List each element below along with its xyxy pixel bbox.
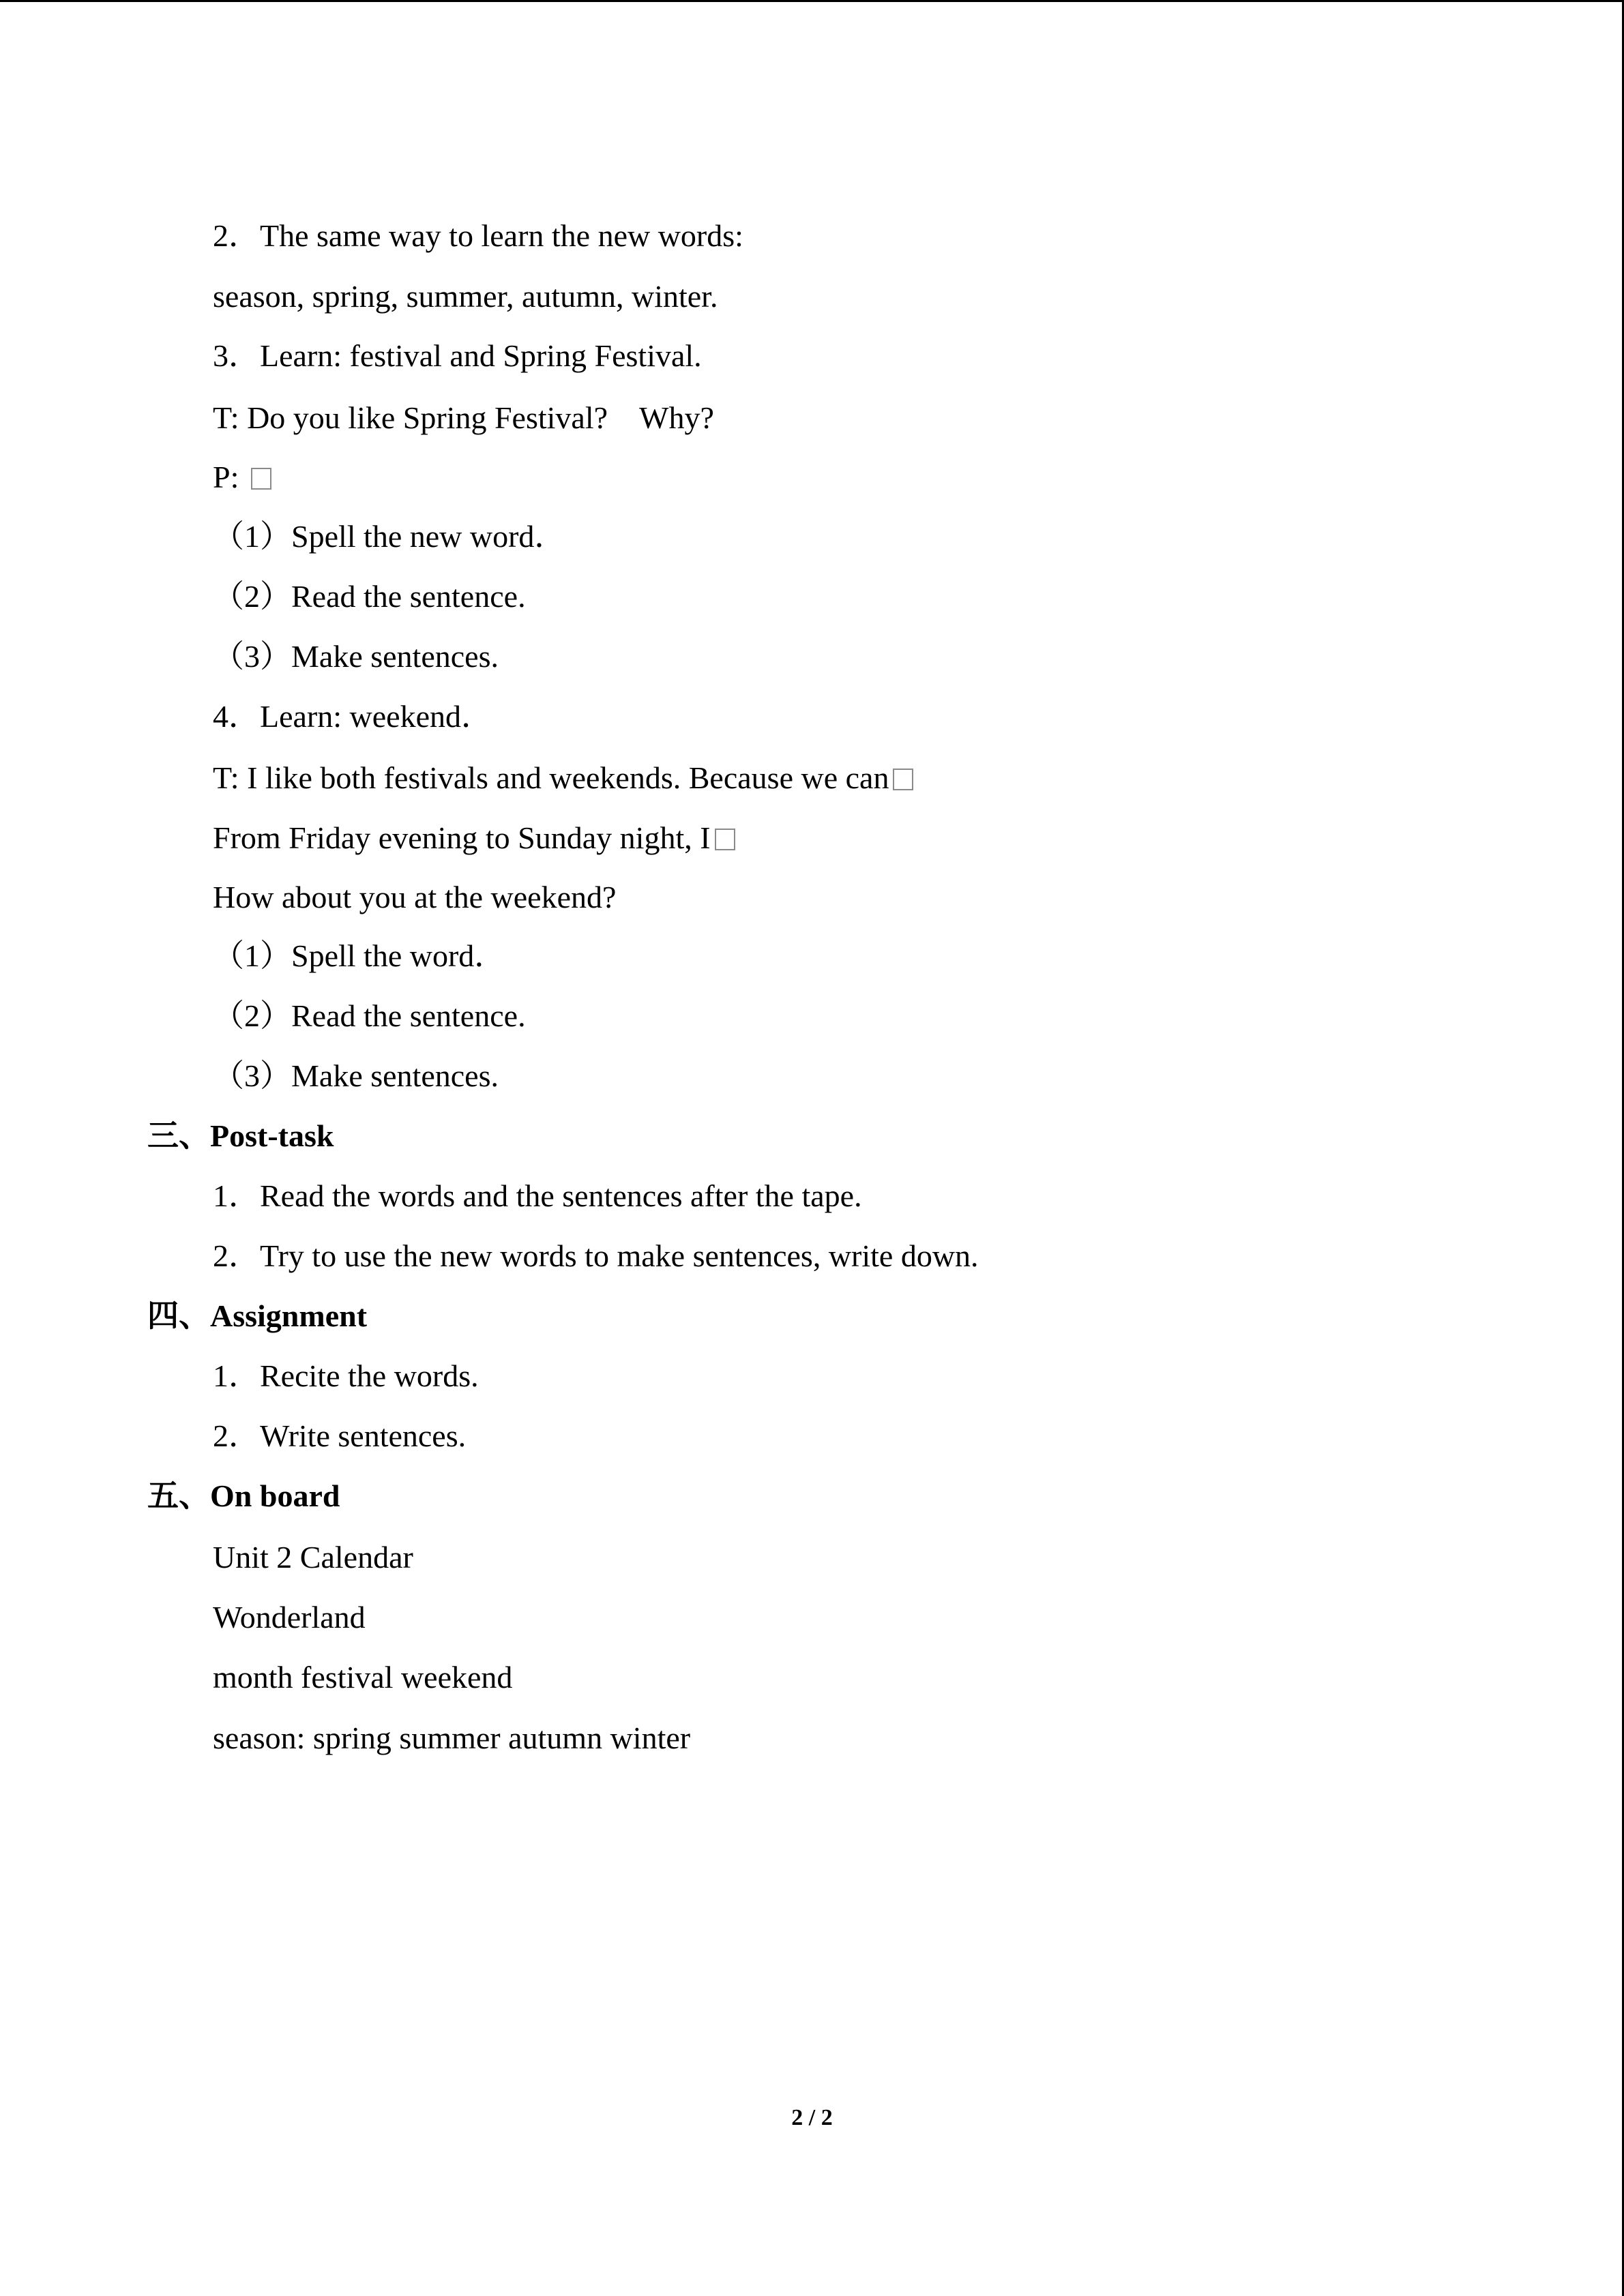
list-item: 1．Read the words and the sentences after the tape. [213, 1178, 862, 1213]
placeholder-box-icon [251, 468, 271, 490]
board-line: Wonderland [213, 1600, 366, 1635]
placeholder-box-icon [893, 769, 913, 790]
text-line: （1）Spell the new word． [213, 519, 566, 554]
section-heading-on-board: 五、On board [147, 1478, 340, 1513]
text-line: （2）Read the sentence. [213, 998, 526, 1033]
text-line: T: Do you like Spring Festival? Why? [213, 400, 714, 435]
placeholder-box-icon [715, 829, 735, 850]
board-line: month festival weekend [213, 1660, 513, 1695]
list-item: 2．Write sentences. [213, 1418, 467, 1453]
board-line: season: spring summer autumn winter [213, 1720, 691, 1755]
text-line: （2）Read the sentence. [213, 579, 526, 614]
text-line: 4．Learn: weekend． [213, 699, 493, 734]
list-item: 2．Try to use the new words to make sentences, write down. [213, 1238, 979, 1273]
text-line: P: [213, 458, 271, 496]
text-line: 2．The same way to learn the new words: [213, 218, 743, 253]
list-item: 1．Recite the words. [213, 1358, 479, 1393]
text-line: （3）Make sentences. [213, 639, 499, 674]
text-line: （1）Spell the word． [213, 938, 506, 973]
text-line: How about you at the weekend? [213, 880, 617, 914]
text-line: From Friday evening to Sunday night, I [213, 819, 735, 857]
page-number: 2 / 2 [791, 2105, 833, 2130]
text-line: 3．Learn: festival and Spring Festival. [213, 338, 702, 373]
text-line: T: I like both festivals and weekends. Because we can [213, 759, 913, 797]
section-heading-assignment: 四、Assignment [147, 1298, 368, 1333]
text-line: season, spring, summer, autumn, winter. [213, 279, 718, 314]
text-line: （3）Make sentences. [213, 1058, 499, 1093]
section-heading-post-task: 三、Post-task [147, 1118, 334, 1153]
board-line: Unit 2 Calendar [213, 1540, 413, 1575]
